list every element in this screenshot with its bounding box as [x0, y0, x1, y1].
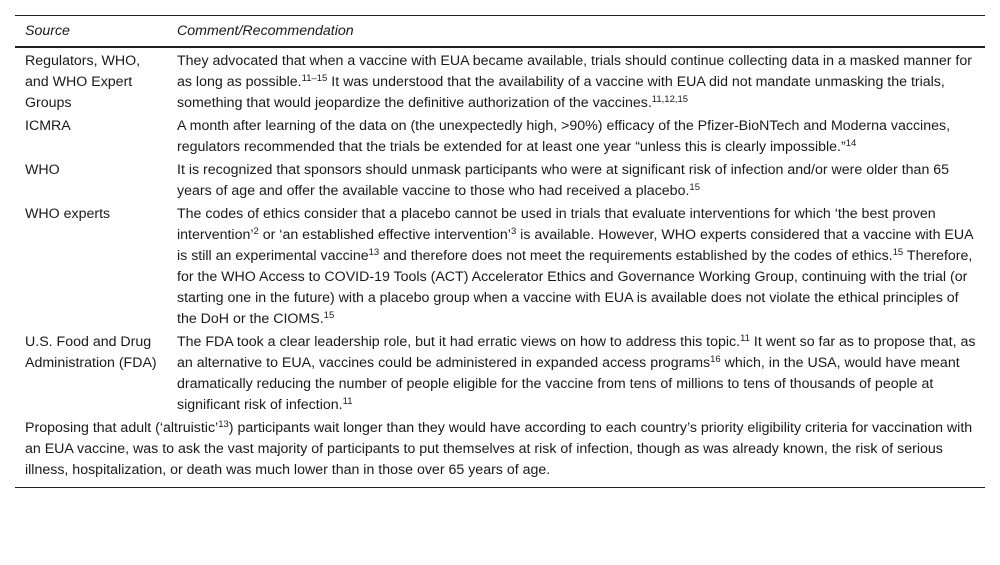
citation-ref: 2: [253, 226, 259, 237]
text-run: which, in the USA, would have meant dramatically reducing the number of people eligible for the vaccine from tens of millions to tens of thousands of people at significant risk of infection.: [177, 355, 960, 413]
text-run: It went so far as to propose that, as an alternative to EUA, vaccines could be administered in expanded access programs: [177, 334, 976, 371]
table-header: [15, 16, 985, 48]
citation-ref: 14: [845, 138, 857, 149]
text-run: ) participants wait longer than they would have according to each country’s priority eligibility criteria for vaccination with an EUA vaccine, was to ask the vast majority of participants to put themselves at risk of infection, though as was already known, the risk of serious illness, hospitalization, or death was much lower than in those over 65 years of age.: [25, 420, 973, 478]
citation-ref: 15: [689, 182, 700, 193]
source-cell: WHO: [25, 162, 60, 178]
text-run: A month after learning of the data on (the unexpectedly high, >90%) efficacy of the Pfizer-BioNTech and Moderna vaccines, regulators recommended that the trials be extended for at least one year “unless this is clearly impossible.”: [177, 118, 951, 155]
comment-cell: [167, 115, 985, 159]
citation-ref: 11: [342, 396, 353, 407]
recommendations-table: [15, 15, 985, 488]
table-row: [15, 115, 985, 159]
text-run: It is recognized that sponsors should unmask participants who were at significant risk of infection and/or were older than 65 years of age and offer the available vaccine to those who had received a placebo.: [177, 162, 950, 199]
citation-ref: 15: [323, 310, 335, 321]
table-row: [15, 47, 985, 115]
footer-note: [15, 417, 985, 488]
text-run: and therefore does not meet the requirements established by the codes of ethics.: [379, 248, 893, 264]
column-header-source: Source: [15, 16, 167, 48]
table-row: [15, 331, 985, 417]
citation-ref: 3: [510, 226, 517, 237]
text-run: The codes of ethics consider that a placebo cannot be used in trials that evaluate interventions for which ‘the best proven intervention’: [177, 206, 936, 243]
table-body: [15, 47, 985, 488]
source-cell: Regulators, WHO, and WHO Expert Groups: [25, 53, 141, 111]
comment-cell: [167, 331, 985, 417]
source-cell: ICMRA: [25, 118, 71, 134]
footer-note-row: [15, 417, 985, 488]
source-cell: WHO experts: [25, 206, 111, 222]
comment-cell: [167, 203, 985, 331]
text-run: It was understood that the availability of a vaccine with EUA did not mandate unmasking the trials, something that would jeopardize the definitive authorization of the vaccines.: [177, 74, 945, 111]
citation-ref: 13: [218, 419, 229, 430]
comment-cell: [167, 47, 985, 115]
citation-ref: 13: [368, 247, 380, 258]
column-header-comment: Comment/Recommendation: [167, 16, 985, 48]
comment-cell: [167, 159, 985, 203]
table-row: [15, 203, 985, 331]
table-row: [15, 159, 985, 203]
text-run: Therefore, for the WHO Access to COVID-19 Tools (ACT) Accelerator Ethics and Governance Working Group, continuing with the trial (or starting one in the future) with a placebo group when a vaccine with EUA is available does not violate the ethical principles of the DoH or the CIOMS.: [177, 248, 973, 327]
citation-ref: 11–15: [301, 73, 328, 84]
citation-ref: 11,12,15: [651, 94, 689, 105]
text-run: or ‘an established effective intervention’: [258, 227, 511, 243]
source-cell: U.S. Food and Drug Administration (FDA): [25, 334, 157, 371]
text-run: The FDA took a clear leadership role, but it had erratic views on how to address this topic.: [177, 334, 741, 350]
citation-ref: 16: [710, 354, 721, 365]
header-row: [15, 16, 985, 48]
text-run: is available. However, WHO experts considered that a vaccine with EUA is still an experimental vaccine: [177, 227, 973, 264]
citation-ref: 15: [892, 247, 904, 258]
text-run: Proposing that adult (‘altruistic’: [25, 420, 219, 436]
citation-ref: 11: [740, 333, 750, 344]
text-run: They advocated that when a vaccine with EUA became available, trials should continue collecting data in a masked manner for as long as possible.: [177, 53, 972, 90]
